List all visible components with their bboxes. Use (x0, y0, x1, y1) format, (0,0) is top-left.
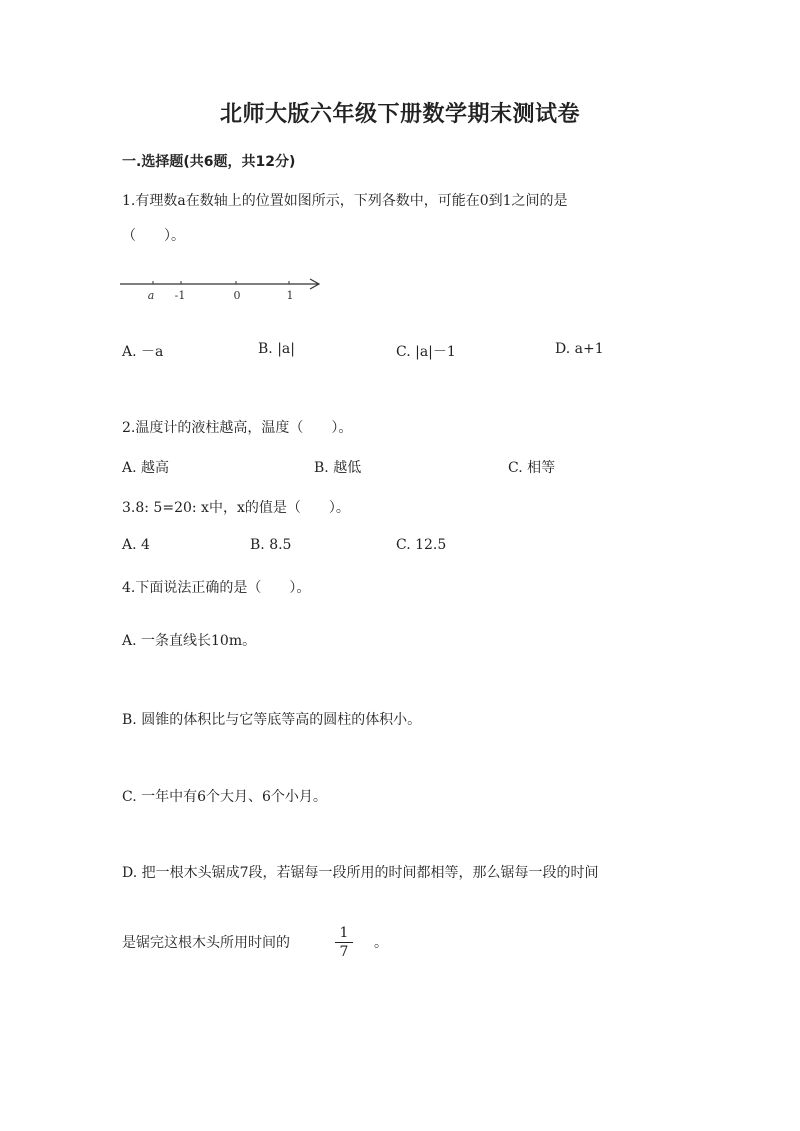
q4-option-a[interactable]: A. 一条直线长10m。 (122, 633, 257, 649)
question-3-text: 3.8: 5=20: x中，x的值是（ ）。 (122, 500, 350, 516)
fraction-bar (335, 942, 353, 943)
question-2-text: 2.温度计的液柱越高，温度（ ）。 (122, 420, 353, 436)
q2-option-c[interactable]: C. 相等 (508, 460, 556, 476)
q3-option-b[interactable]: B. 8.5 (250, 537, 292, 553)
number-line-figure (118, 272, 328, 308)
q4-option-d[interactable]: D. 把一根木头锯成7段，若锯每一段所用的时间都相等，那么锯每一段的时间 (122, 865, 599, 881)
q4-option-c[interactable]: C. 一年中有6个大月、6个小月。 (122, 789, 327, 805)
q1-option-b[interactable]: B. |a| (258, 341, 295, 357)
label-one: 1 (286, 289, 294, 302)
fraction-numerator: 1 (339, 925, 349, 941)
q1-option-c[interactable]: C. |a|－1 (396, 344, 456, 360)
q1-option-a[interactable]: A. －a (122, 344, 164, 360)
page-title: 北师大版六年级下册数学期末测试卷 (219, 102, 580, 127)
q2-option-a[interactable]: A. 越高 (122, 460, 170, 476)
fraction-one-seventh (334, 925, 354, 960)
question-1-text: 1.有理数a在数轴上的位置如图所示，下列各数中，可能在0到1之间的是 (122, 193, 568, 209)
q2-option-b[interactable]: B. 越低 (314, 460, 362, 476)
q3-option-c[interactable]: C. 12.5 (396, 537, 447, 553)
section-heading-choice: 一.选择题(共6题，共12分) (122, 154, 296, 170)
fraction-denominator: 7 (339, 944, 349, 960)
q4-option-d-continuation: 是锯完这根木头所用时间的 (122, 935, 290, 951)
label-a: a (147, 289, 155, 302)
question-4-text: 4.下面说法正确的是（ ）。 (122, 580, 311, 596)
label-zero: 0 (233, 289, 241, 302)
q3-option-a[interactable]: A. 4 (122, 537, 150, 553)
q1-option-d[interactable]: D. a+1 (555, 341, 604, 357)
question-1-blank: （ ）。 (122, 228, 185, 244)
q4-option-d-end: 。 (374, 935, 388, 951)
label-minus-1: -1 (174, 289, 186, 302)
q4-option-b[interactable]: B. 圆锥的体积比与它等底等高的圆柱的体积小。 (122, 712, 422, 728)
